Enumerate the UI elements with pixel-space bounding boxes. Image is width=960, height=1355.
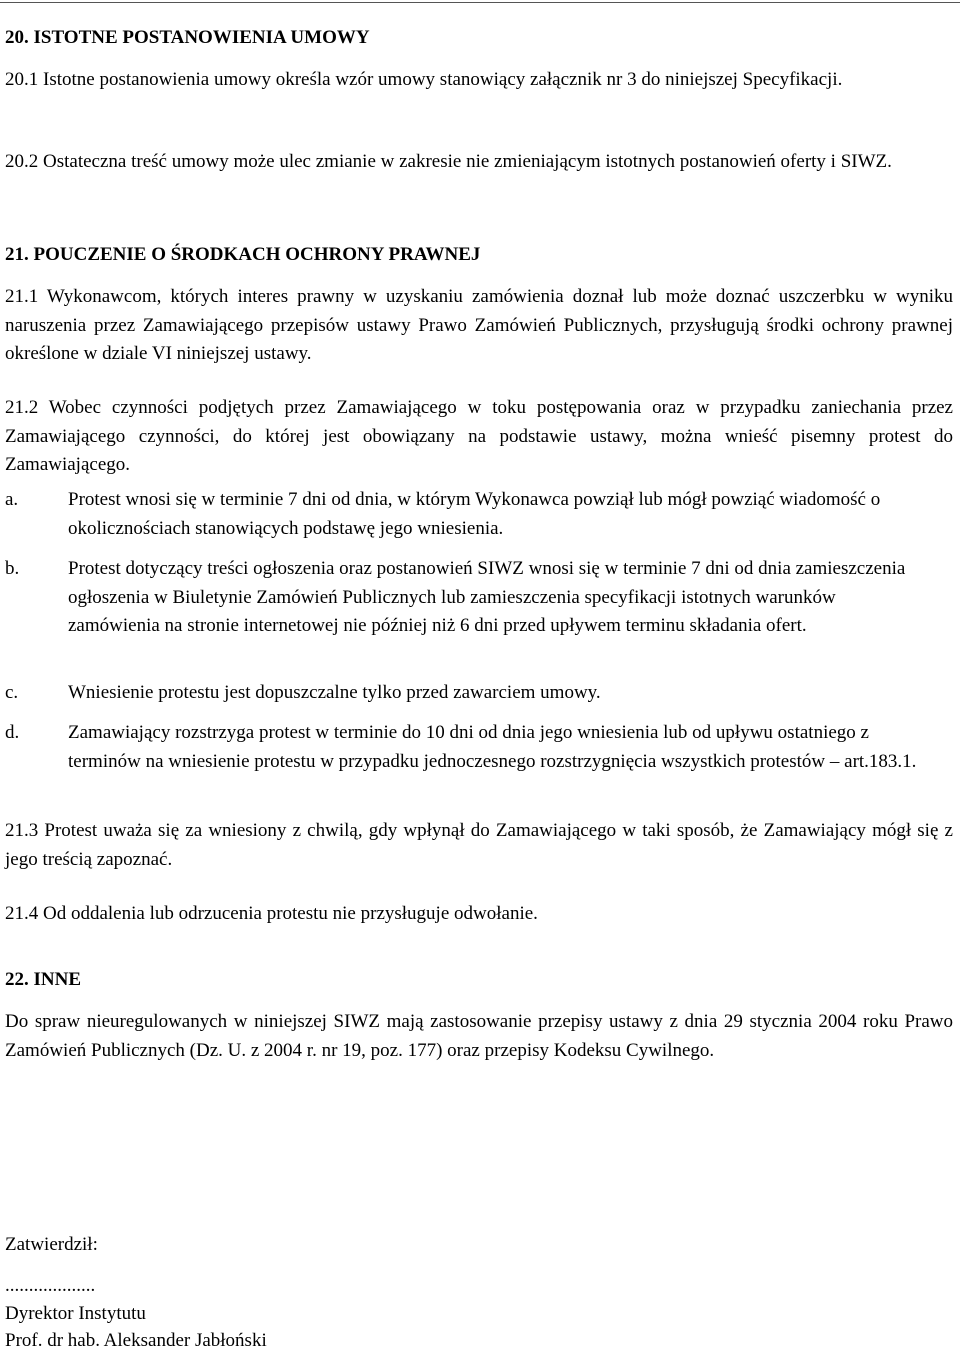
- paragraph-21-3: 21.3 Protest uważa się za wniesiony z chwilą, gdy wpłynął do Zamawiającego w taki sposób, że Zamawiający mógł się z jego treścią zapoznać.: [5, 820, 953, 870]
- paragraph-20-1: 20.1 Istotne postanowienia umowy określa wzór umowy stanowiący załącznik nr 3 do niniejszej Specyfikacji.: [5, 69, 843, 90]
- top-rule: [0, 2, 960, 3]
- list-item-d: [5, 719, 953, 776]
- list-item-text: Wniesienie protestu jest dopuszczalne tylko przed zawarciem umowy.: [68, 682, 601, 703]
- section-20-heading: 20. ISTOTNE POSTANOWIENIA UMOWY: [5, 27, 370, 48]
- section-22-heading: 22. INNE: [5, 969, 82, 990]
- list-item-b: [5, 555, 953, 641]
- list-item-letter: a.: [5, 489, 19, 510]
- paragraph-21-1: 21.1 Wykonawcom, których interes prawny w uzyskaniu zamówienia doznał lub może doznać uszczerbku w wyniku naruszenia przez Zamawiającego przepisów ustawy Prawo Zamówień Publicznych, przysługują środki ochrony prawnej określone w dziale VI niniejszej ustawy.: [5, 286, 953, 365]
- paragraph-21-4: 21.4 Od oddalenia lub odrzucenia protestu nie przysługuje odwołanie.: [5, 903, 538, 924]
- list-item-text: Protest wnosi się w terminie 7 dni od dnia, w którym Wykonawca powziął lub mógł powziąć wiadomość o okolicznościach stanowiących podstawę jego wniesienia.: [68, 489, 881, 539]
- section-21-heading: 21. POUCZENIE O ŚRODKACH OCHRONY PRAWNEJ: [5, 244, 481, 265]
- list-item-c: [5, 679, 953, 708]
- list-item-text: Protest dotyczący treści ogłoszenia oraz postanowień SIWZ wnosi się w terminie 7 dni od dnia zamieszczenia ogłoszenia w Biuletynie Zamówień Publicznych lub zamieszczenia specyfikacji istotnych warunków zamówienia na stronie internetowej nie później niż 6 dni przed upływem terminu składania ofert.: [68, 558, 906, 637]
- list-item-letter: b.: [5, 558, 20, 579]
- approver-title: Dyrektor Instytutu: [5, 1303, 146, 1324]
- paragraph-20-2: 20.2 Ostateczna treść umowy może ulec zmianie w zakresie nie zmieniającym istotnych postanowień oferty i SIWZ.: [5, 151, 892, 172]
- signature-dots: ...................: [5, 1275, 96, 1296]
- approval-label: Zatwierdził:: [5, 1234, 98, 1255]
- paragraph-21-2: 21.2 Wobec czynności podjętych przez Zamawiającego w toku postępowania oraz w przypadku zaniechania przez Zamawiającego czynności, do której jest obowiązany na podstawie ustawy, można wnieść pisemny protest do Zamawiającego.: [5, 397, 953, 476]
- approver-name: Prof. dr hab. Aleksander Jabłoński: [5, 1330, 267, 1351]
- list-item-a: [5, 486, 953, 543]
- list-item-text: Zamawiający rozstrzyga protest w terminie do 10 dni od dnia jego wniesienia lub od upływu ostatniego z terminów na wniesienie protestu w przypadku jednoczesnego rozstrzygnięcia wszystkich protestów – art.183.1.: [68, 722, 917, 772]
- list-item-letter: c.: [5, 682, 19, 703]
- paragraph-22: Do spraw nieuregulowanych w niniejszej SIWZ mają zastosowanie przepisy ustawy z dnia 29 stycznia 2004 roku Prawo Zamówień Publicznych (Dz. U. z 2004 r. nr 19, poz. 177) oraz przepisy Kodeksu Cywilnego.: [5, 1011, 953, 1061]
- list-item-letter: d.: [5, 722, 20, 743]
